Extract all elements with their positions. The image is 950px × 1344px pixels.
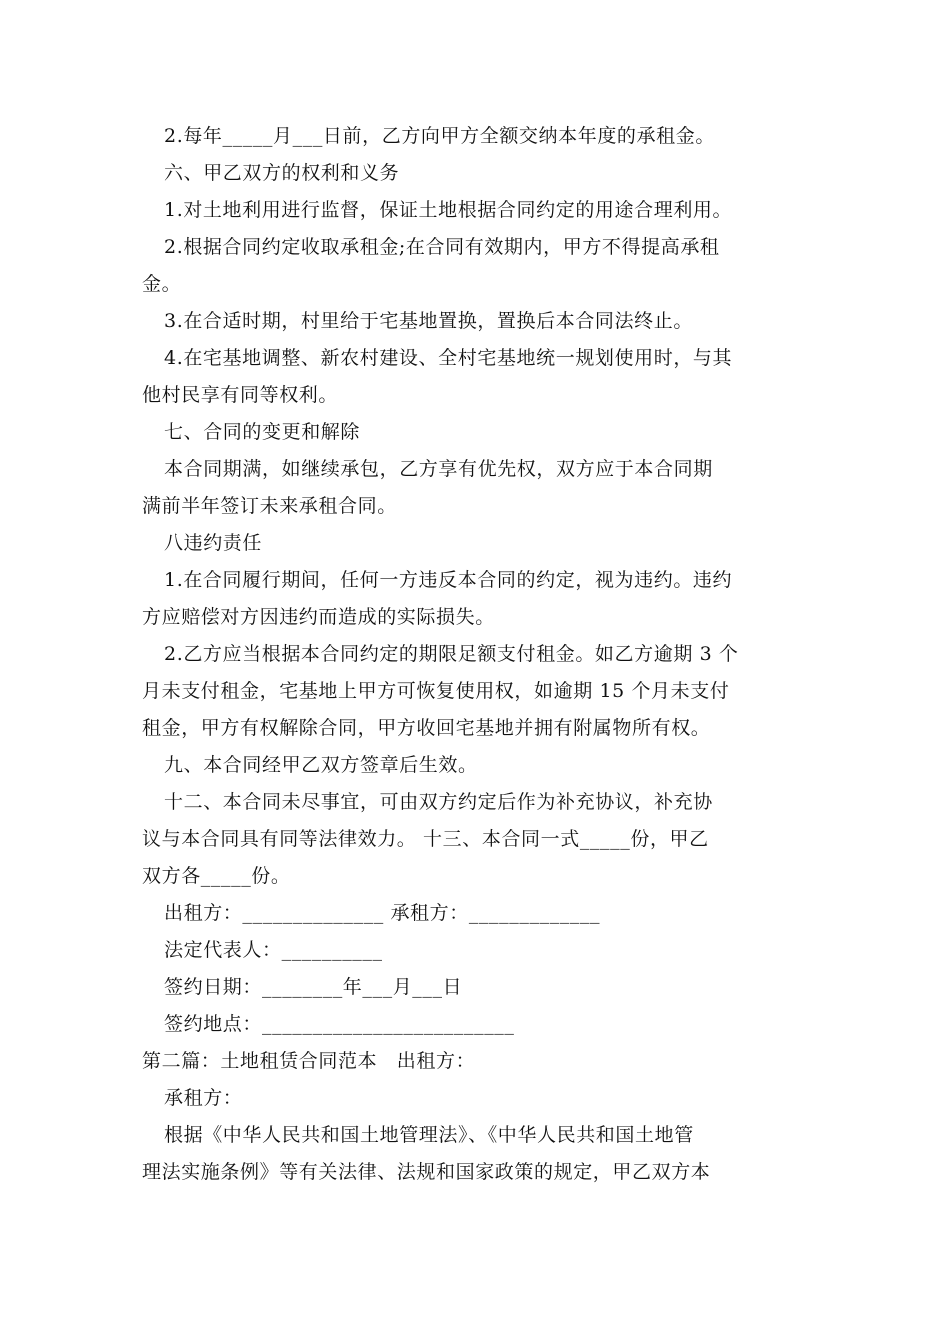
section-heading: 八违约责任 [164,532,263,554]
text-line: 4.在宅基地调整、新农村建设、全村宅基地统一规划使用时，与其 [164,347,733,369]
text-line: 他村民享有同等权利。 [142,384,339,406]
text-line: 2.每年_____月___日前，乙方向甲方全额交纳本年度的承租金。 [164,125,715,147]
text-line: 本合同期满，如继续承包，乙方享有优先权，双方应于本合同期 [164,458,713,480]
signing-date-line: 签约日期：________年___月___日 [164,976,463,998]
section-heading: 七、合同的变更和解除 [164,421,361,443]
signing-place-line: 签约地点：_________________________ [164,1013,515,1035]
text-line: 双方各_____份。 [142,865,291,887]
section-heading: 九、本合同经甲乙双方签章后生效。 [164,754,478,776]
text-line: 月未支付租金，宅基地上甲方可恢复使用权，如逾期 15 个月未支付 [142,680,730,702]
text-line: 十二、本合同未尽事宜，可由双方约定后作为补充协议，补充协 [164,791,713,813]
text-line: 租金，甲方有权解除合同，甲方收回宅基地并拥有附属物所有权。 [142,717,711,739]
text-line: 满前半年签订未来承租合同。 [142,495,397,517]
text-line: 方应赔偿对方因违约而造成的实际损失。 [142,606,495,628]
part-two-heading: 第二篇：土地租赁合同范本 出租方： [142,1050,476,1072]
signature-parties-line: 出租方：______________ 承租方：_____________ [164,902,601,924]
text-line: 1.对土地利用进行监督，保证土地根据合同约定的用途合理利用。 [164,199,733,221]
text-line: 2.乙方应当根据本合同约定的期限足额支付租金。如乙方逾期 3 个 [164,643,739,665]
text-line: 承租方： [164,1087,243,1109]
text-line: 根据《中华人民共和国土地管理法》、《中华人民共和国土地管 [164,1124,694,1146]
text-line: 3.在合适时期，村里给于宅基地置换，置换后本合同法终止。 [164,310,693,332]
text-line: 金。 [142,273,182,295]
text-line: 1.在合同履行期间，任何一方违反本合同的约定，视为违约。违约 [164,569,733,591]
text-line: 议与本合同具有同等法律效力。 十三、本合同一式_____份，甲乙 [142,828,709,850]
legal-representative-line: 法定代表人：__________ [164,939,383,961]
text-line: 2.根据合同约定收取承租金;在合同有效期内，甲方不得提高承租 [164,236,720,258]
section-heading: 六、甲乙双方的权利和义务 [164,162,400,184]
document-body [142,118,810,1191]
text-line: 理法实施条例》等有关法律、法规和国家政策的规定，甲乙双方本 [142,1161,711,1183]
